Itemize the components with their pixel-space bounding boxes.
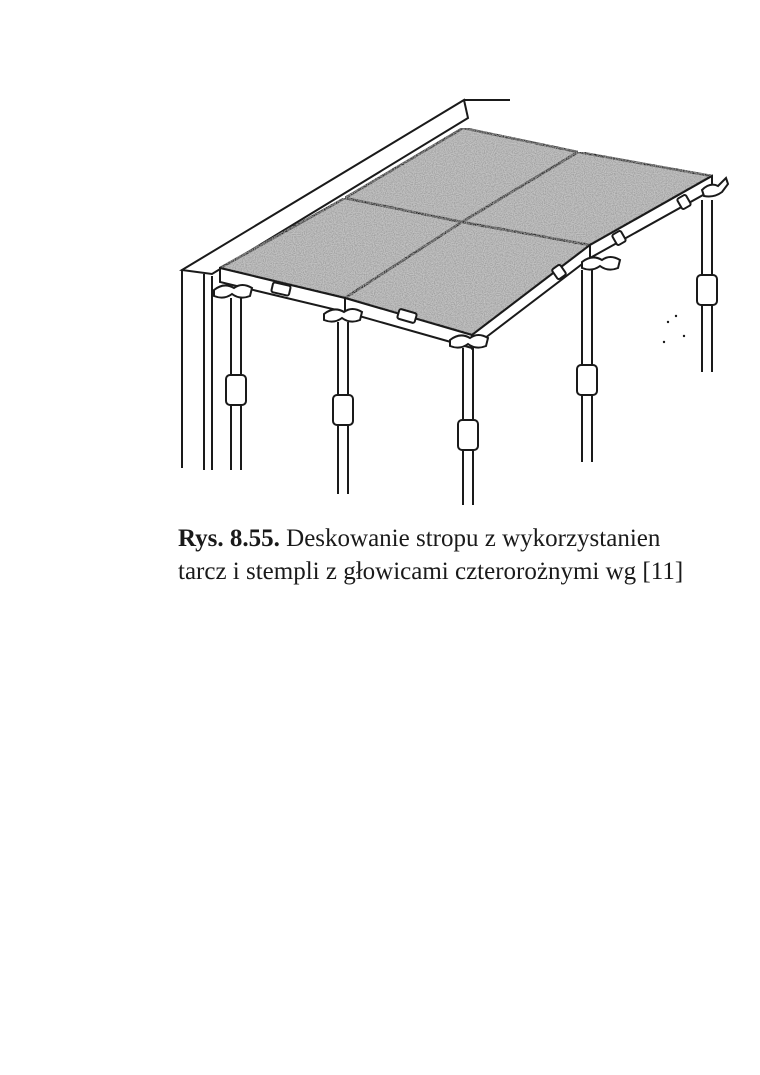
caption-line-2: tarcz i stempli z głowicami czterorożnymi wg [11]	[178, 558, 684, 585]
four-way-prop-head-icon	[324, 309, 362, 322]
caption-line-1	[178, 522, 748, 555]
adjustable-prop-icon	[214, 285, 252, 470]
formwork-diagram	[0, 0, 760, 520]
figure-number: Rys. 8.55.	[178, 525, 280, 552]
four-way-prop-head-icon	[582, 257, 620, 270]
adjustable-prop-icon	[324, 309, 362, 494]
four-way-prop-head-icon	[214, 285, 252, 298]
adjustable-prop-icon	[577, 257, 620, 462]
figure-caption	[178, 522, 748, 588]
scan-dots	[663, 315, 685, 343]
caption-text-1: Deskowanie stropu z wykorzystanien	[286, 525, 661, 552]
adjustable-prop-icon	[697, 178, 728, 372]
four-way-prop-head-icon	[450, 335, 488, 348]
adjustable-prop-icon	[450, 335, 488, 505]
